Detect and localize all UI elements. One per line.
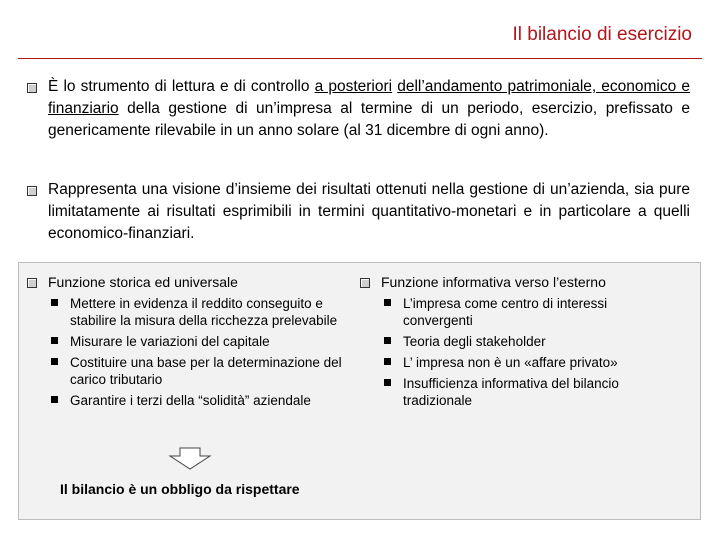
list-item: L’ impresa non è un «affare privato» [381, 354, 671, 371]
left-column [48, 273, 360, 413]
paragraph1-part1: È lo strumento di lettura e di controllo [48, 78, 315, 95]
checkbox-bullet-icon [360, 278, 370, 288]
paragraph-definition [48, 76, 690, 142]
checkbox-bullet-icon [27, 278, 37, 288]
square-bullet-icon [384, 299, 391, 306]
left-column-list [48, 295, 360, 409]
list-item: L’impresa come centro di interessi convergenti [381, 295, 671, 329]
checkbox-bullet-icon [27, 83, 37, 93]
right-column-heading: Funzione informativa verso l’esterno [381, 274, 606, 290]
down-arrow-icon [168, 447, 212, 471]
paragraph1-underline-2: dell’andamento patrimoniale, economico e finanziario [48, 78, 690, 117]
list-item: Misurare le variazioni del capitale [48, 333, 360, 350]
list-item: Garantire i terzi della “solidità” aziendale [48, 392, 360, 409]
paragraph1-part3: della gestione di un’impresa al termine di un periodo, esercizio, prefissato e genericamente rilevabile in un anno solare (al 31 dicembre di ogni anno). [48, 100, 690, 139]
paragraph-overview [48, 179, 690, 245]
square-bullet-icon [384, 379, 391, 386]
list-item: Insufficienza informativa del bilancio tradizionale [381, 375, 671, 409]
paragraph1-underline-1: a posteriori [314, 78, 393, 95]
title-divider [18, 58, 702, 59]
paragraph2-text: Rappresenta una visione d’insieme dei risultati ottenuti nella gestione di un’azienda, sia pure limitatamente ai risultati esprimibili in termini quantitativo-monetari e in particolare a quelli economico-finanziari. [48, 181, 690, 242]
checkbox-bullet-icon [27, 186, 37, 196]
slide-title: Il bilancio di esercizio [512, 24, 692, 45]
square-bullet-icon [51, 299, 58, 306]
square-bullet-icon [51, 337, 58, 344]
right-column [381, 273, 671, 413]
conclusion-text: Il bilancio è un obbligo da rispettare [60, 481, 300, 497]
left-column-heading: Funzione storica ed universale [48, 274, 238, 290]
list-item: Costituire una base per la determinazione del carico tributario [48, 354, 360, 388]
right-column-list [381, 295, 671, 409]
square-bullet-icon [384, 337, 391, 344]
list-item: Mettere in evidenza il reddito conseguito e stabilire la misura della ricchezza prelevabile [48, 295, 360, 329]
square-bullet-icon [51, 396, 58, 403]
square-bullet-icon [384, 358, 391, 365]
square-bullet-icon [51, 358, 58, 365]
list-item: Teoria degli stakeholder [381, 333, 671, 350]
